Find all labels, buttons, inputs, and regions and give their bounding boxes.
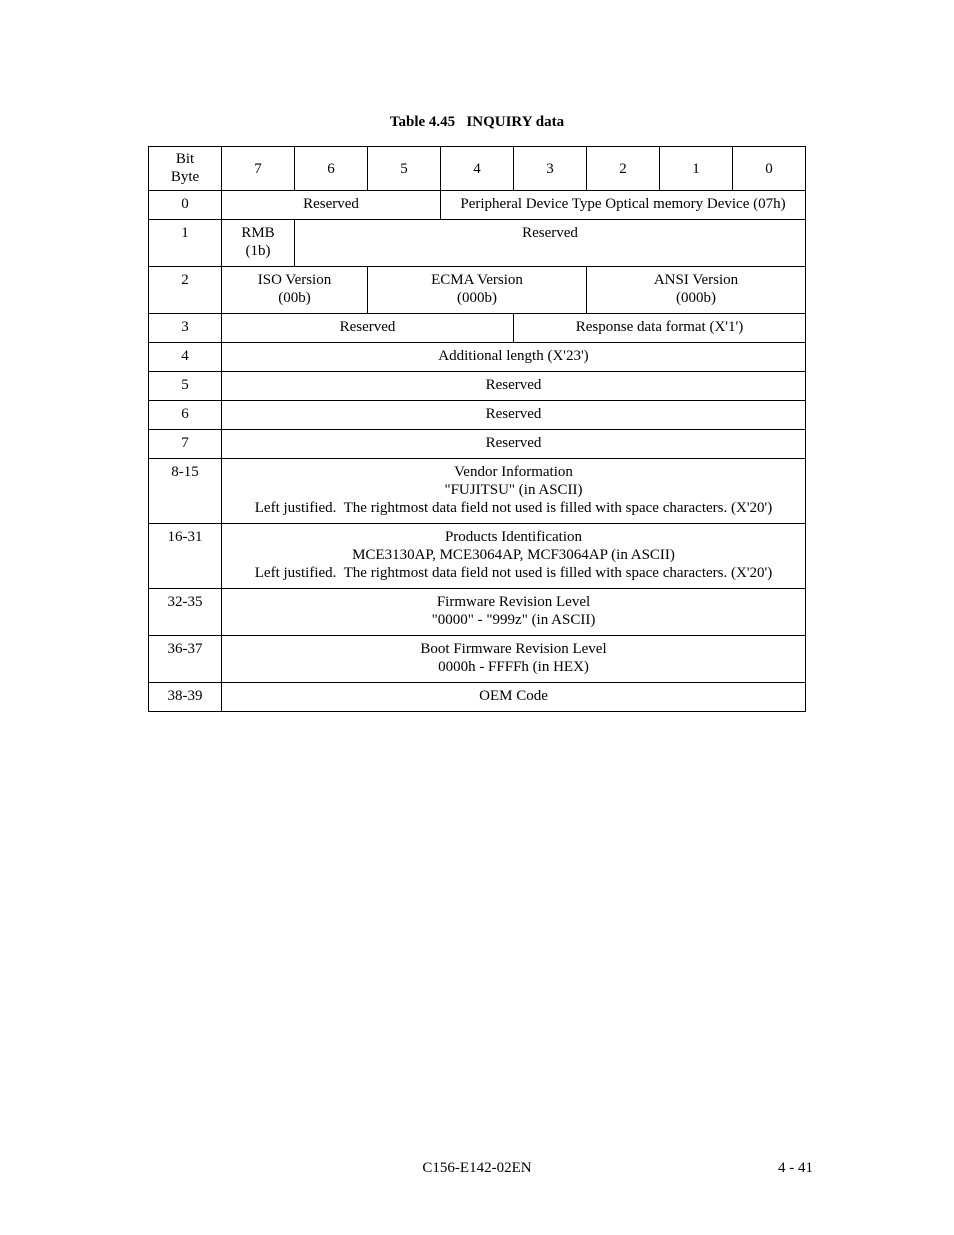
byte-number-cell: 5 (149, 372, 222, 401)
table-row (149, 267, 806, 314)
products-identification-value: MCE3130AP, MCE3064AP, MCF3064AP (in ASCII) (352, 547, 675, 563)
byte-number-cell: 36-37 (149, 636, 222, 683)
ecma-version-field (368, 267, 587, 314)
byte-number-cell: 8-15 (149, 459, 222, 524)
byte-number-cell: 1 (149, 220, 222, 267)
table-row (149, 430, 806, 459)
byte-number-cell: 0 (149, 191, 222, 220)
vendor-information-note: Left justified. The rightmost data field not used is filled with space characters. (X'20') (254, 500, 773, 516)
table-row (149, 401, 806, 430)
byte-number-cell: 2 (149, 267, 222, 314)
peripheral-device-type-field: Peripheral Device Type Optical memory Device (07h) (441, 191, 806, 220)
rmb-field (222, 220, 295, 267)
bit-1-header: 1 (660, 147, 733, 191)
products-identification-note: Left justified. The rightmost data field not used is filled with space characters. (X'20') (254, 565, 773, 581)
bit-2-header: 2 (587, 147, 660, 191)
document-number: C156-E142-02EN (422, 1160, 532, 1176)
inquiry-data-table (148, 146, 806, 712)
ecma-version-value: (000b) (457, 290, 497, 306)
rmb-value: (1b) (245, 243, 271, 259)
rmb-label: RMB (241, 225, 275, 241)
byte-number-cell: 4 (149, 343, 222, 372)
iso-version-label: ISO Version (257, 272, 332, 288)
bit-byte-corner-cell (149, 147, 222, 191)
boot-firmware-revision-value: 0000h - FFFFh (in HEX) (438, 659, 589, 675)
products-identification-field (222, 524, 806, 589)
firmware-revision-field (222, 589, 806, 636)
vendor-information-title: Vendor Information (454, 464, 573, 480)
table-row (149, 191, 806, 220)
table-row (149, 636, 806, 683)
ansi-version-field (587, 267, 806, 314)
oem-code-field: OEM Code (222, 683, 806, 712)
table-row (149, 220, 806, 267)
additional-length-field: Additional length (X'23') (222, 343, 806, 372)
firmware-revision-title: Firmware Revision Level (436, 594, 591, 610)
vendor-information-value: "FUJITSU" (in ASCII) (444, 482, 583, 498)
byte-number-cell: 32-35 (149, 589, 222, 636)
bit-0-header: 0 (733, 147, 806, 191)
table-row (149, 372, 806, 401)
boot-firmware-revision-title: Boot Firmware Revision Level (420, 641, 607, 657)
vendor-information-field (222, 459, 806, 524)
reserved-field: Reserved (222, 430, 806, 459)
table-row (149, 314, 806, 343)
byte-label: Byte (170, 169, 200, 185)
table-row (149, 459, 806, 524)
reserved-field: Reserved (295, 220, 806, 267)
bit-3-header: 3 (514, 147, 587, 191)
header-row (149, 147, 806, 191)
table-row (149, 524, 806, 589)
byte-number-cell: 6 (149, 401, 222, 430)
ansi-version-value: (000b) (676, 290, 716, 306)
table-row (149, 589, 806, 636)
products-identification-title: Products Identification (444, 529, 583, 545)
byte-number-cell: 16-31 (149, 524, 222, 589)
bit-7-header: 7 (222, 147, 295, 191)
firmware-revision-value: "0000" - "999z" (in ASCII) (431, 612, 596, 628)
table-row (149, 343, 806, 372)
reserved-field: Reserved (222, 401, 806, 430)
bit-5-header: 5 (368, 147, 441, 191)
iso-version-field (222, 267, 368, 314)
byte-number-cell: 7 (149, 430, 222, 459)
reserved-field: Reserved (222, 191, 441, 220)
iso-version-value: (00b) (278, 290, 311, 306)
ecma-version-label: ECMA Version (431, 272, 523, 288)
byte-number-cell: 3 (149, 314, 222, 343)
reserved-field: Reserved (222, 314, 514, 343)
ansi-version-label: ANSI Version (653, 272, 739, 288)
bit-4-header: 4 (441, 147, 514, 191)
byte-number-cell: 38-39 (149, 683, 222, 712)
table-caption: Table 4.45 INQUIRY data (389, 114, 565, 130)
bit-6-header: 6 (295, 147, 368, 191)
page-number: 4 - 41 (778, 1160, 813, 1176)
bit-label: Bit (175, 151, 195, 167)
table-row (149, 683, 806, 712)
response-data-format-field: Response data format (X'1') (514, 314, 806, 343)
boot-firmware-revision-field (222, 636, 806, 683)
reserved-field: Reserved (222, 372, 806, 401)
